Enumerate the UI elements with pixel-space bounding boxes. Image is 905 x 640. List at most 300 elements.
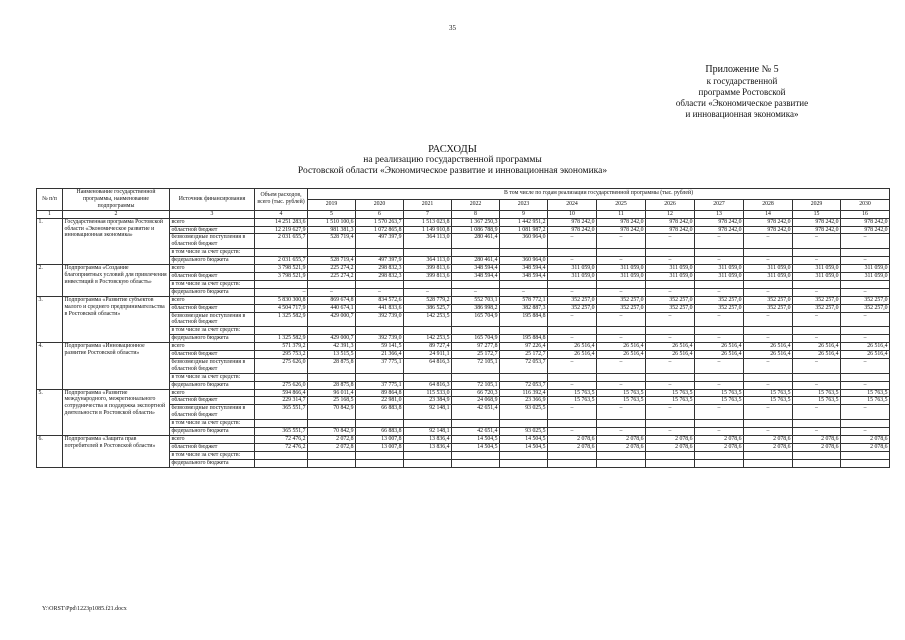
year-value: 64 816,3 xyxy=(404,358,452,373)
funding-source: безвозмездные поступления в областной бюджет xyxy=(170,358,255,373)
year-value: 352 257,0 xyxy=(695,296,744,304)
year-value xyxy=(548,451,597,459)
funding-source: всего xyxy=(170,218,255,226)
header-source: Источник финансирования xyxy=(170,189,255,211)
funding-source: областной бюджет xyxy=(170,443,255,451)
total-value: 275 626,0 xyxy=(255,358,308,373)
year-value: – xyxy=(308,288,356,296)
year-value: 25 168,5 xyxy=(308,397,356,405)
year-value: 14 504,5 xyxy=(500,436,548,444)
document-title xyxy=(0,144,905,177)
total-value: 295 753,2 xyxy=(255,351,308,359)
year-value xyxy=(548,249,597,257)
table-row xyxy=(37,218,890,226)
year-value: – xyxy=(597,381,646,389)
year-value: 26 516,4 xyxy=(841,351,890,359)
header-year: 2023 xyxy=(500,199,548,210)
year-value: – xyxy=(597,358,646,373)
year-value xyxy=(793,451,841,459)
funding-source: федерального бюджета xyxy=(170,257,255,265)
year-value: 311 059,0 xyxy=(744,272,793,280)
year-value: 311 059,0 xyxy=(548,272,597,280)
year-value: – xyxy=(841,428,890,436)
year-value: 14 504,5 xyxy=(452,436,500,444)
year-value: 352 257,0 xyxy=(841,304,890,312)
year-value: 22 981,0 xyxy=(356,397,404,405)
year-value xyxy=(646,420,695,428)
year-value: – xyxy=(793,335,841,343)
year-value: 497 397,9 xyxy=(356,257,404,265)
column-index: 8 xyxy=(452,210,500,218)
year-value: 28 875,8 xyxy=(308,381,356,389)
year-value: – xyxy=(695,257,744,265)
year-value: 59 141,5 xyxy=(356,343,404,351)
year-value: 64 816,3 xyxy=(404,381,452,389)
year-value: 26 516,4 xyxy=(841,343,890,351)
expenses-table-wrapper xyxy=(36,188,888,468)
funding-source: всего xyxy=(170,265,255,273)
year-value: 97 277,8 xyxy=(452,343,500,351)
year-value: – xyxy=(793,358,841,373)
year-value: 2 078,6 xyxy=(841,443,890,451)
year-value: – xyxy=(744,257,793,265)
year-value: 96 011,4 xyxy=(308,389,356,397)
total-value xyxy=(255,249,308,257)
year-value: 25 172,7 xyxy=(500,351,548,359)
year-value: – xyxy=(646,335,695,343)
year-value: – xyxy=(695,358,744,373)
year-value: 2 078,6 xyxy=(793,443,841,451)
year-value: – xyxy=(841,257,890,265)
year-value xyxy=(646,280,695,288)
year-value: 311 059,0 xyxy=(548,265,597,273)
year-value xyxy=(452,459,500,467)
year-value xyxy=(597,327,646,335)
year-value: – xyxy=(646,358,695,373)
column-index: 16 xyxy=(841,210,890,218)
program-name: Подпрограмма «Развитие международного, межрегионального сотрудничества и поддержка экспортной деятельности в Ростовской области» xyxy=(63,389,170,435)
year-value xyxy=(793,420,841,428)
year-value: 311 059,0 xyxy=(597,272,646,280)
year-value: 382 887,3 xyxy=(500,304,548,312)
year-value xyxy=(744,451,793,459)
funding-source: в том числе за счет средств: xyxy=(170,327,255,335)
year-value: – xyxy=(695,288,744,296)
year-value: – xyxy=(793,257,841,265)
year-value: 13 007,8 xyxy=(356,436,404,444)
year-value: – xyxy=(841,288,890,296)
row-number: 4. xyxy=(37,343,63,389)
funding-source: безвозмездные поступления в областной бюджет xyxy=(170,312,255,327)
year-value: 28 875,8 xyxy=(308,358,356,373)
year-value: – xyxy=(695,312,744,327)
year-value: – xyxy=(695,335,744,343)
year-value xyxy=(500,459,548,467)
year-value: 352 257,0 xyxy=(841,296,890,304)
year-value: – xyxy=(793,428,841,436)
year-value xyxy=(500,420,548,428)
year-value: 26 516,4 xyxy=(793,351,841,359)
year-value xyxy=(548,373,597,381)
year-value: 72 053,7 xyxy=(500,381,548,389)
table-row xyxy=(37,389,890,397)
year-value xyxy=(500,451,548,459)
table-row xyxy=(37,265,890,273)
header-total: Объем расходов, всего (тыс. рублей) xyxy=(255,189,308,211)
year-value: – xyxy=(404,288,452,296)
year-value: 352 257,0 xyxy=(695,304,744,312)
year-value xyxy=(356,280,404,288)
year-value: 348 594,4 xyxy=(452,265,500,273)
year-value xyxy=(841,280,890,288)
year-value: 311 059,0 xyxy=(646,272,695,280)
year-value: – xyxy=(548,358,597,373)
row-number: 1. xyxy=(37,218,63,264)
year-value: 26 516,4 xyxy=(793,343,841,351)
year-value: 14 504,5 xyxy=(500,443,548,451)
year-value: – xyxy=(744,381,793,389)
year-value xyxy=(695,327,744,335)
year-value xyxy=(744,280,793,288)
year-value: 37 775,1 xyxy=(356,358,404,373)
year-value xyxy=(548,420,597,428)
funding-source: безвозмездные поступления в областной бюджет xyxy=(170,405,255,420)
year-value xyxy=(597,459,646,467)
year-value: 978 242,0 xyxy=(841,226,890,234)
year-value: 2 078,6 xyxy=(548,443,597,451)
year-value: 978 242,0 xyxy=(841,218,890,226)
year-value: 978 242,0 xyxy=(646,226,695,234)
year-value: 834 572,6 xyxy=(356,296,404,304)
year-value: 2 072,8 xyxy=(308,443,356,451)
year-value: 195 884,8 xyxy=(500,312,548,327)
year-value: 66 883,8 xyxy=(356,428,404,436)
year-value: 13 007,8 xyxy=(356,443,404,451)
year-value: 115 533,0 xyxy=(404,389,452,397)
funding-source: федерального бюджета xyxy=(170,428,255,436)
year-value: – xyxy=(646,405,695,420)
row-number: 6. xyxy=(37,436,63,468)
year-value: 2 078,6 xyxy=(646,443,695,451)
year-value: – xyxy=(548,405,597,420)
program-name: Подпрограмма «Развитие субъектов малого и среднего предпринимательства в Ростовской области» xyxy=(63,296,170,342)
year-value: 15 763,5 xyxy=(695,397,744,405)
year-value: 15 763,5 xyxy=(744,389,793,397)
year-value: – xyxy=(597,288,646,296)
year-value: – xyxy=(744,335,793,343)
total-value xyxy=(255,420,308,428)
year-value: 2 078,6 xyxy=(597,436,646,444)
row-number: 3. xyxy=(37,296,63,342)
year-value: – xyxy=(548,288,597,296)
funding-source: всего xyxy=(170,296,255,304)
year-value: 578 772,1 xyxy=(500,296,548,304)
year-value xyxy=(404,373,452,381)
year-value xyxy=(356,327,404,335)
appendix-line: Приложение № 5 xyxy=(705,64,779,75)
column-index: 11 xyxy=(597,210,646,218)
year-value: 298 832,3 xyxy=(356,265,404,273)
year-value xyxy=(793,280,841,288)
year-value: 15 763,5 xyxy=(597,397,646,405)
total-value xyxy=(255,327,308,335)
year-value: 24 068,9 xyxy=(452,397,500,405)
table-row xyxy=(37,436,890,444)
year-value: 97 226,4 xyxy=(500,343,548,351)
year-value: 978 242,0 xyxy=(597,226,646,234)
year-value: 26 516,4 xyxy=(597,351,646,359)
year-value: 440 674,1 xyxy=(308,304,356,312)
year-value xyxy=(695,373,744,381)
year-value: 978 242,0 xyxy=(548,218,597,226)
year-value xyxy=(793,459,841,467)
year-value: 441 833,6 xyxy=(356,304,404,312)
year-value xyxy=(548,327,597,335)
funding-source: в том числе за счет средств: xyxy=(170,280,255,288)
year-value: 225 274,2 xyxy=(308,265,356,273)
year-value: – xyxy=(597,335,646,343)
total-value: 72 476,2 xyxy=(255,443,308,451)
year-value: 23 366,9 xyxy=(500,397,548,405)
year-value: 280 461,4 xyxy=(452,257,500,265)
year-value: 552 703,1 xyxy=(452,296,500,304)
header-year: 2027 xyxy=(695,199,744,210)
year-value xyxy=(548,459,597,467)
program-name: Подпрограмма «Создание благоприятных условий для привлечения инвестиций в Ростовскую область» xyxy=(63,265,170,297)
program-name: Подпрограмма «Инновационное развитие Ростовской области» xyxy=(63,343,170,389)
year-value: 978 242,0 xyxy=(695,218,744,226)
total-value: 275 626,0 xyxy=(255,381,308,389)
year-value: – xyxy=(452,288,500,296)
total-value: 229 314,7 xyxy=(255,397,308,405)
year-value xyxy=(744,459,793,467)
year-value: 26 516,4 xyxy=(695,343,744,351)
total-value xyxy=(255,373,308,381)
header-name: Наименование государственной программы, наименование подпрограммы xyxy=(63,189,170,211)
year-value xyxy=(404,459,452,467)
year-value xyxy=(548,280,597,288)
year-value: – xyxy=(548,428,597,436)
year-value: – xyxy=(548,234,597,249)
year-value: – xyxy=(695,428,744,436)
year-value: 26 516,4 xyxy=(548,343,597,351)
year-value: – xyxy=(744,234,793,249)
total-value: 4 504 717,9 xyxy=(255,304,308,312)
year-value: 1 081 987,2 xyxy=(500,226,548,234)
year-value: 360 964,0 xyxy=(500,234,548,249)
year-value: 15 763,5 xyxy=(695,389,744,397)
year-value: 142 253,5 xyxy=(404,335,452,343)
appendix-line: области «Экономическое развитие xyxy=(675,98,809,108)
funding-source: в том числе за счет средств: xyxy=(170,249,255,257)
year-value xyxy=(356,249,404,257)
year-value: 352 257,0 xyxy=(793,296,841,304)
year-value: 280 461,4 xyxy=(452,234,500,249)
page-number: 35 xyxy=(449,24,456,32)
table-row xyxy=(37,296,890,304)
year-value xyxy=(356,373,404,381)
year-value: 869 674,8 xyxy=(308,296,356,304)
year-value: 42 391,3 xyxy=(308,343,356,351)
column-index: 5 xyxy=(308,210,356,218)
total-value: 3 798 521,9 xyxy=(255,272,308,280)
year-value: 429 000,7 xyxy=(308,335,356,343)
year-value xyxy=(597,280,646,288)
appendix-line: программе Ростовской xyxy=(698,87,786,97)
year-value xyxy=(404,451,452,459)
column-index: 13 xyxy=(695,210,744,218)
year-value: 981 381,3 xyxy=(308,226,356,234)
year-value: 72 105,1 xyxy=(452,381,500,389)
funding-source: федерального бюджета xyxy=(170,381,255,389)
total-value: 12 219 627,9 xyxy=(255,226,308,234)
year-value: 311 059,0 xyxy=(841,272,890,280)
header-year: 2025 xyxy=(597,199,646,210)
funding-source: федерального бюджета xyxy=(170,459,255,467)
total-value: 365 551,7 xyxy=(255,405,308,420)
year-value: – xyxy=(646,312,695,327)
year-value xyxy=(356,451,404,459)
year-value: 352 257,0 xyxy=(597,296,646,304)
expenses-table xyxy=(36,188,890,468)
year-value: 1 510 100,6 xyxy=(308,218,356,226)
funding-source: областной бюджет xyxy=(170,304,255,312)
year-value: 26 516,4 xyxy=(646,343,695,351)
header-year: 2024 xyxy=(548,199,597,210)
column-index-row xyxy=(37,210,890,218)
year-value: 21 366,4 xyxy=(356,351,404,359)
funding-source: всего xyxy=(170,436,255,444)
year-value: 24 911,1 xyxy=(404,351,452,359)
year-value: – xyxy=(597,428,646,436)
year-value xyxy=(452,249,500,257)
total-value: 2 031 655,7 xyxy=(255,234,308,249)
year-value: 195 884,8 xyxy=(500,335,548,343)
year-value: 93 025,5 xyxy=(500,428,548,436)
year-value: 352 257,0 xyxy=(646,296,695,304)
year-value xyxy=(404,327,452,335)
year-value: 311 059,0 xyxy=(646,265,695,273)
year-value: – xyxy=(841,312,890,327)
year-value: – xyxy=(548,312,597,327)
funding-source: областной бюджет xyxy=(170,272,255,280)
appendix-block xyxy=(657,64,827,120)
year-value xyxy=(404,249,452,257)
year-value: 42 651,4 xyxy=(452,428,500,436)
header-year: 2029 xyxy=(793,199,841,210)
column-index: 15 xyxy=(793,210,841,218)
year-value: 352 257,0 xyxy=(646,304,695,312)
year-value: – xyxy=(695,381,744,389)
year-value: 978 242,0 xyxy=(548,226,597,234)
year-value: 15 763,5 xyxy=(646,397,695,405)
year-value: 26 516,4 xyxy=(646,351,695,359)
year-value: 399 813,6 xyxy=(404,265,452,273)
year-value xyxy=(308,373,356,381)
year-value xyxy=(404,420,452,428)
year-value: – xyxy=(793,381,841,389)
year-value: 116 392,4 xyxy=(500,389,548,397)
total-value: 365 551,7 xyxy=(255,428,308,436)
year-value xyxy=(793,249,841,257)
year-value: 429 000,7 xyxy=(308,312,356,327)
header-year: 2030 xyxy=(841,199,890,210)
year-value: 1 086 788,9 xyxy=(452,226,500,234)
year-value: – xyxy=(793,288,841,296)
year-value: – xyxy=(646,381,695,389)
header-year: 2021 xyxy=(404,199,452,210)
funding-source: областной бюджет xyxy=(170,397,255,405)
year-value: 15 763,5 xyxy=(841,397,890,405)
total-value xyxy=(255,451,308,459)
header-year: 2019 xyxy=(308,199,356,210)
year-value: 42 651,4 xyxy=(452,405,500,420)
funding-source: в том числе за счет средств: xyxy=(170,451,255,459)
year-value: 978 242,0 xyxy=(793,226,841,234)
header-by-years: В том числе по годам реализации государственной программы (тыс. рублей) xyxy=(308,189,890,200)
total-value: 1 325 582,9 xyxy=(255,335,308,343)
year-value xyxy=(308,459,356,467)
year-value: – xyxy=(597,312,646,327)
funding-source: областной бюджет xyxy=(170,226,255,234)
header-year: 2020 xyxy=(356,199,404,210)
year-value: 72 105,1 xyxy=(452,358,500,373)
year-value: – xyxy=(548,257,597,265)
year-value xyxy=(597,249,646,257)
year-value: 26 516,4 xyxy=(548,351,597,359)
year-value: – xyxy=(597,234,646,249)
header-num: № п/п xyxy=(37,189,63,211)
year-value: 1 570 263,7 xyxy=(356,218,404,226)
funding-source: областной бюджет xyxy=(170,351,255,359)
year-value xyxy=(646,459,695,467)
column-index: 9 xyxy=(500,210,548,218)
total-value: 571 379,2 xyxy=(255,343,308,351)
header-row xyxy=(37,189,890,200)
year-value: 298 832,3 xyxy=(356,272,404,280)
year-value: – xyxy=(744,288,793,296)
year-value: – xyxy=(744,405,793,420)
year-value: 386 998,2 xyxy=(452,304,500,312)
year-value: – xyxy=(744,428,793,436)
year-value xyxy=(500,373,548,381)
year-value xyxy=(308,280,356,288)
year-value xyxy=(744,249,793,257)
year-value: – xyxy=(646,428,695,436)
year-value: 364 113,0 xyxy=(404,257,452,265)
year-value xyxy=(646,373,695,381)
total-value: 72 476,2 xyxy=(255,436,308,444)
column-index: 1 xyxy=(37,210,63,218)
file-path-footer: Y:\ORST\Ppd\1223p1085.f21.docx xyxy=(42,606,127,612)
year-value: 528 779,2 xyxy=(404,296,452,304)
year-value: 2 078,6 xyxy=(548,436,597,444)
year-value xyxy=(500,249,548,257)
year-value xyxy=(356,420,404,428)
year-value: 978 242,0 xyxy=(793,218,841,226)
year-value xyxy=(452,327,500,335)
column-index: 6 xyxy=(356,210,404,218)
column-index: 4 xyxy=(255,210,308,218)
year-value: 978 242,0 xyxy=(695,226,744,234)
year-value: – xyxy=(793,234,841,249)
funding-source: федерального бюджета xyxy=(170,288,255,296)
year-value: 1 072 865,8 xyxy=(356,226,404,234)
row-number: 5. xyxy=(37,389,63,435)
column-index: 10 xyxy=(548,210,597,218)
year-value: 1 442 951,2 xyxy=(500,218,548,226)
year-value xyxy=(500,327,548,335)
